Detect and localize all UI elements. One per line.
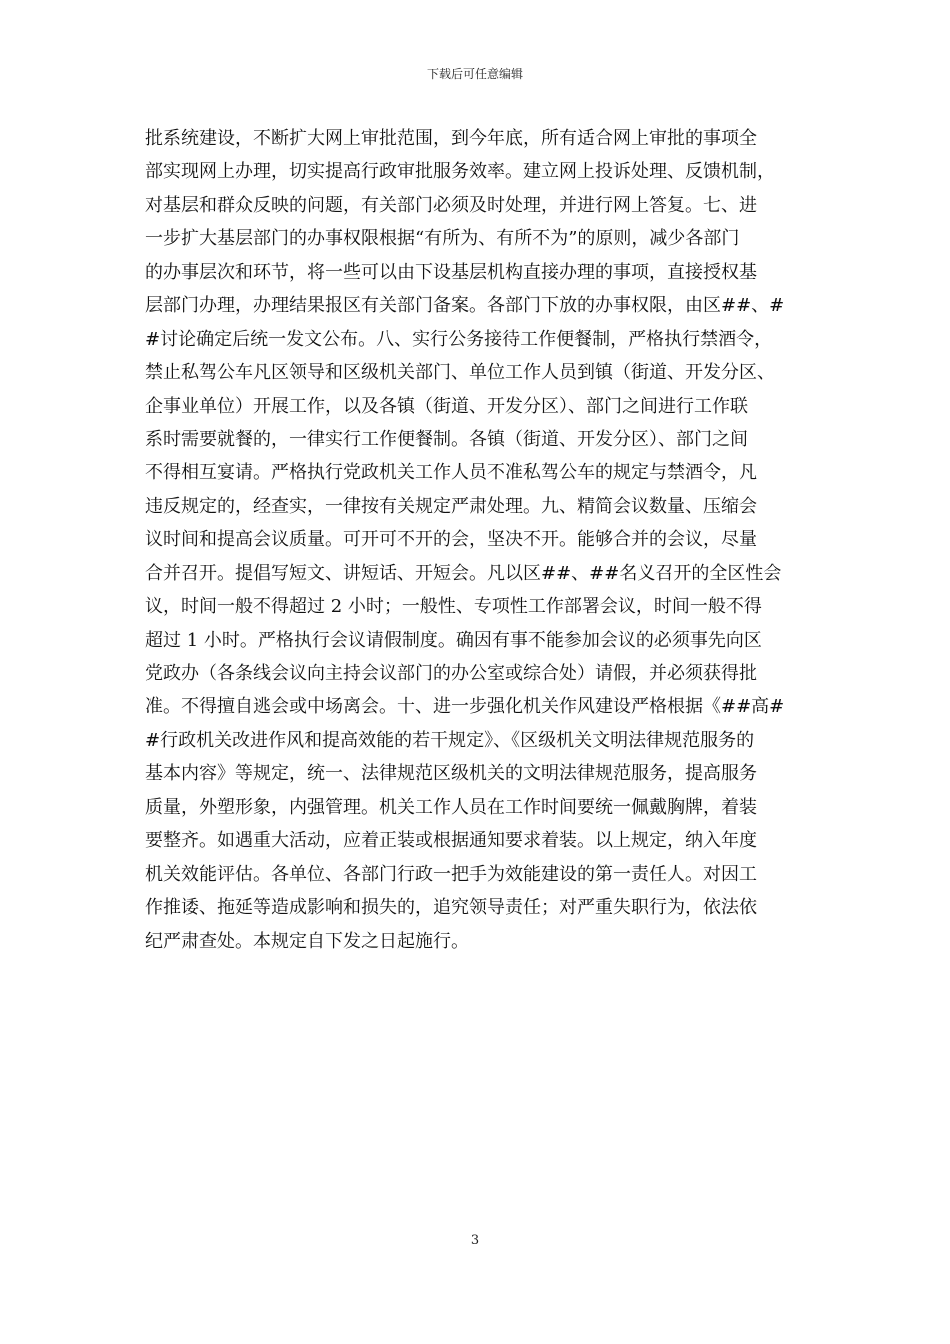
- body-line: 对基层和群众反映的问题，有关部门必须及时处理，并进行网上答复。七、进: [145, 194, 757, 216]
- body-line: 要整齐。如遇重大活动，应着正装或根据通知要求着装。以上规定，纳入年度: [145, 830, 757, 852]
- body-line: 超过 1 小时。严格执行会议请假制度。确因有事不能参加会议的必须事先向区: [145, 629, 762, 651]
- body-line: 一步扩大基层部门的办事权限根据“有所为、有所不为”的原则，减少各部门: [145, 228, 740, 250]
- body-line: #讨论确定后统一发文公布。八、实行公务接待工作便餐制，严格执行禁酒令，: [145, 328, 773, 350]
- page-number: 3: [470, 1233, 480, 1248]
- body-line: 议，时间一般不得超过 2 小时；一般性、专项性工作部署会议，时间一般不得: [145, 596, 762, 618]
- body-line: 机关效能评估。各单位、各部门行政一把手为效能建设的第一责任人。对因工: [145, 863, 757, 885]
- body-line: 作推诿、拖延等造成影响和损失的，追究领导责任；对严重失职行为，依法依: [145, 897, 757, 919]
- body-line: 不得相互宴请。严格执行党政机关工作人员不准私驾公车的规定与禁酒令，凡: [145, 462, 757, 484]
- document-body: [145, 122, 825, 958]
- body-line: 部实现网上办理，切实提高行政审批服务效率。建立网上投诉处理、反馈机制，: [145, 161, 775, 183]
- body-line: 的办事层次和环节，将一些可以由下设基层机构直接办理的事项，直接授权基: [145, 261, 757, 283]
- body-line: 纪严肃查处。本规定自下发之日起施行。: [145, 930, 469, 952]
- body-line: 系时需要就餐的，一律实行工作便餐制。各镇（街道、开发分区）、部门之间: [145, 428, 748, 450]
- body-line: 层部门办理，办理结果报区有关部门备案。各部门下放的办事权限，由区##、#: [145, 295, 785, 317]
- body-line: 议时间和提高会议质量。可开可不开的会，坚决不开。能够合并的会议，尽量: [145, 529, 757, 551]
- body-line: 准。不得擅自逃会或中场离会。十、进一步强化机关作风建设严格根据《##高#: [145, 696, 785, 718]
- body-line: 合并召开。提倡写短文、讲短话、开短会。凡以区##、##名义召开的全区性会: [145, 562, 782, 584]
- body-line: 禁止私驾公车凡区领导和区级机关部门、单位工作人员到镇（街道、开发分区、: [145, 362, 775, 384]
- body-line: 基本内容》等规定，统一、法律规范区级机关的文明法律规范服务，提高服务: [145, 763, 757, 785]
- body-line: 批系统建设，不断扩大网上审批范围，到今年底，所有适合网上审批的事项全: [145, 128, 757, 149]
- body-line: #行政机关改进作风和提高效能的若干规定》、《区级机关文明法律规范服务的: [145, 729, 755, 751]
- body-line: 违反规定的，经查实，一律按有关规定严肃处理。九、精简会议数量、压缩会: [145, 495, 757, 517]
- page-header: 下载后可任意编辑: [426, 67, 523, 81]
- body-line: 质量，外塑形象，内强管理。机关工作人员在工作时间要统一佩戴胸牌，着装: [145, 796, 757, 818]
- body-line: 党政办（各条线会议向主持会议部门的办公室或综合处）请假，并必须获得批: [145, 663, 757, 684]
- body-line: 企事业单位）开展工作，以及各镇（街道、开发分区）、部门之间进行工作联: [145, 395, 748, 417]
